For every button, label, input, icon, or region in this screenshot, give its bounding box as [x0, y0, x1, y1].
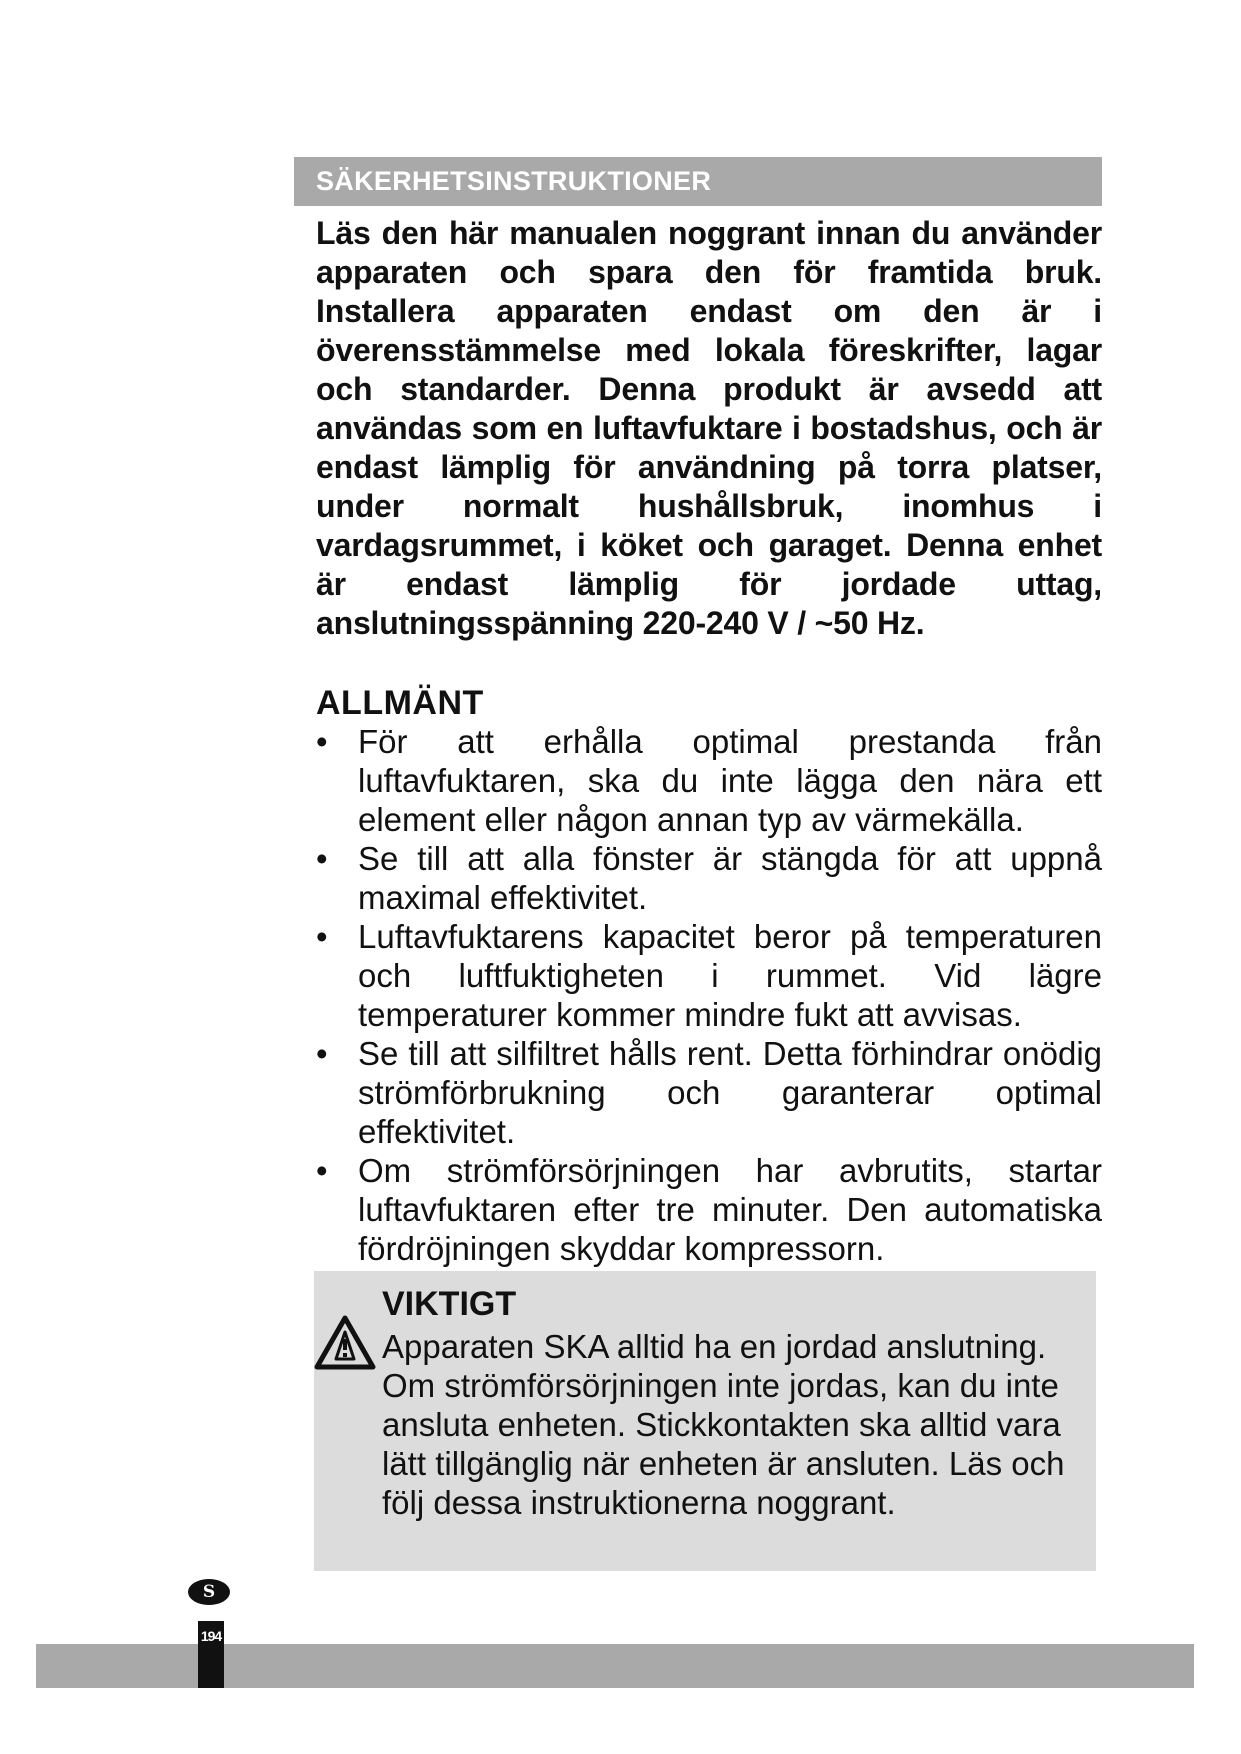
bullet-icon: • — [316, 840, 328, 877]
bullet-item — [316, 839, 1102, 917]
bullet-item — [316, 1151, 1102, 1268]
warning-text: Apparaten SKA alltid ha en jordad anslutning. Om strömförsörjningen inte jordas, kan du inte ansluta enheten. Stickkontakten ska alltid vara lätt tillgänglig när enheten är ansluten. Läs och följ dessa instruktionerna noggrant. — [382, 1328, 1065, 1521]
bullet-text: Luftavfuktarens kapacitet beror på temperaturen och luftfuktigheten i rummet. Vid lägre temperaturer kommer mindre fukt att avvisas. — [358, 918, 1102, 1033]
bullet-text: Se till att silfiltret hålls rent. Detta förhindrar onödig strömförbrukning och garanterar optimal effektivitet. — [358, 1035, 1102, 1150]
bullet-icon: • — [316, 723, 328, 760]
intro-paragraph: Läs den här manualen noggrant innan du använder apparaten och spara den för framtida bruk. Installera apparaten endast om den är i överensstämmelse med lokala föreskrifter, lagar och standarder. Denna produkt är avsedd att användas som en luftavfuktare i bostadshus, och är endast lämplig för användning på torra platser, under normalt hushållsbruk, inomhus i vardagsrummet, i köket och garaget. Denna enhet är endast lämplig för jordade uttag, anslutningsspänning 220-240 V / ~50 Hz. — [316, 215, 1102, 641]
bullet-item — [316, 1034, 1102, 1151]
bullet-text: Om strömförsörjningen har avbrutits, startar luftavfuktaren efter tre minuter. Den automatiska fördröjningen skyddar kompressorn. — [358, 1152, 1102, 1267]
bullet-text: För att erhålla optimal prestanda från luftavfuktaren, ska du inte lägga den nära ett element eller någon annan typ av värmekälla. — [358, 723, 1102, 838]
bullet-item — [316, 917, 1102, 1034]
bullet-item — [316, 722, 1102, 839]
page-number: 194 — [200, 1628, 222, 1644]
general-section-title: ALLMÄNT — [316, 684, 484, 722]
warning-triangle-icon — [314, 1315, 376, 1371]
warning-box — [314, 1271, 1096, 1571]
bullet-icon: • — [316, 1152, 328, 1189]
section-header-title: SÄKERHETSINSTRUKTIONER — [316, 166, 712, 196]
bullet-icon: • — [316, 918, 328, 955]
language-badge: S — [188, 1579, 230, 1605]
bullet-text: Se till att alla fönster är stängda för att uppnå maximal effektivitet. — [358, 840, 1102, 916]
warning-title: VIKTIGT — [382, 1285, 517, 1323]
general-bullet-list — [316, 722, 1102, 1268]
bullet-icon: • — [316, 1035, 328, 1072]
section-header-bar — [294, 157, 1102, 206]
